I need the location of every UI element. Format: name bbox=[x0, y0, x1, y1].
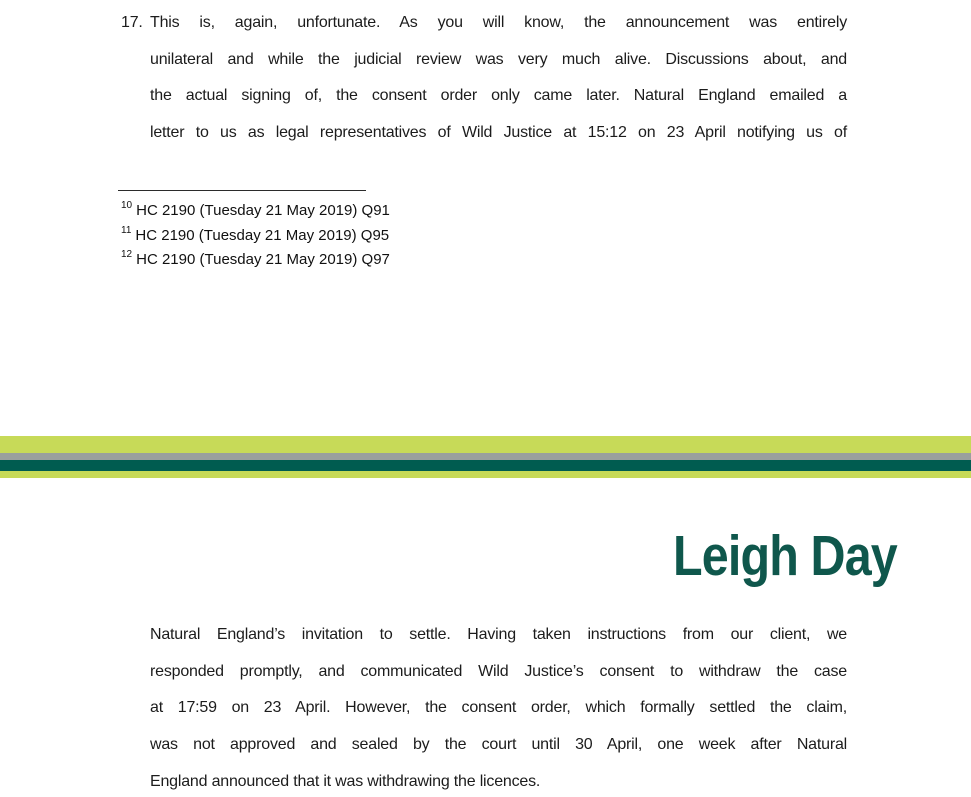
footnote-text: HC 2190 (Tuesday 21 May 2019) Q95 bbox=[135, 226, 390, 244]
paragraph-continuation bbox=[150, 617, 847, 797]
footnote-11 bbox=[121, 222, 390, 247]
leigh-day-logo: Leigh Day bbox=[673, 524, 897, 588]
band-stripe-lime-bottom bbox=[0, 471, 971, 478]
continuation-line-1: Natural England’s invitation to settle. Having taken instructions from our client, we bbox=[150, 626, 847, 643]
footnote-10 bbox=[121, 197, 390, 222]
footnote-separator bbox=[118, 190, 366, 191]
paragraph-number: 17. bbox=[121, 14, 143, 31]
band-stripe-gray bbox=[0, 453, 971, 460]
continuation-line-2: responded promptly, and communicated Wild Justice’s consent to withdraw the case bbox=[150, 662, 847, 680]
band-stripe-lime-top bbox=[0, 436, 971, 453]
continuation-line-4: was not approved and sealed by the court until 30 April, one week after Natural bbox=[150, 736, 847, 754]
continuation-line-5: England announced that it was withdrawing the licences. bbox=[150, 772, 541, 790]
footnote-marker: 12 bbox=[121, 249, 133, 261]
paragraph-17-line-2: unilateral and while the judicial review was very much alive. Discussions about, and bbox=[150, 50, 847, 68]
footnote-marker: 10 bbox=[121, 200, 133, 211]
footnote-12 bbox=[121, 246, 390, 271]
footnote-text: HC 2190 (Tuesday 21 May 2019) Q91 bbox=[136, 202, 390, 219]
band-stripe-dark-teal bbox=[0, 460, 971, 471]
footnote-marker: 11 bbox=[121, 224, 132, 236]
footnotes bbox=[121, 197, 390, 271]
paragraph-17-line-4: letter to us as legal representatives of Wild Justice at 15:12 on 23 April notifying us of bbox=[150, 124, 847, 142]
continuation-line-3: at 17:59 on 23 April. However, the consent order, which formally settled the claim, bbox=[150, 699, 847, 717]
paragraph-17-line-3: the actual signing of, the consent order only came later. Natural England emailed a bbox=[150, 87, 847, 105]
paragraph-17-line-1: This is, again, unfortunate. As you will know, the announcement was entirely bbox=[150, 14, 847, 31]
footnote-text: HC 2190 (Tuesday 21 May 2019) Q97 bbox=[136, 251, 390, 269]
paragraph-17 bbox=[121, 5, 847, 152]
